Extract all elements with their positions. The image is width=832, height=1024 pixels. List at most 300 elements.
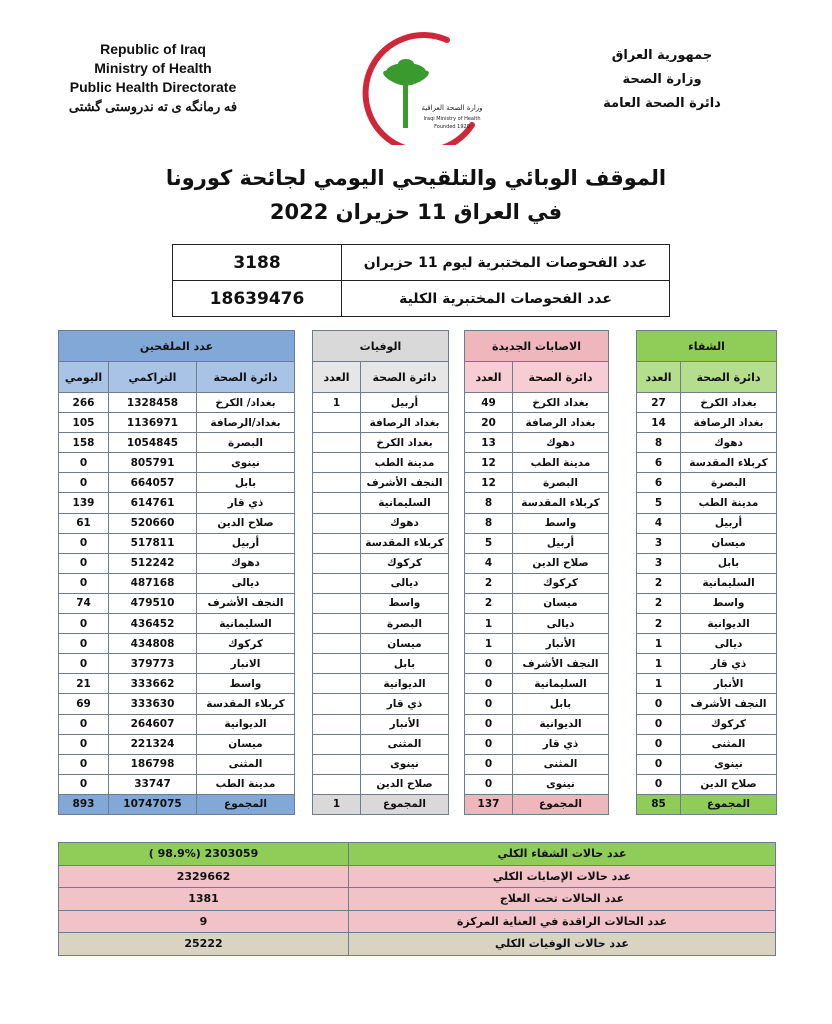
summary-value: 1381: [59, 888, 349, 911]
count-cell: [313, 473, 361, 493]
total-label: المجموع: [197, 794, 295, 814]
district-name: المثنى: [681, 734, 777, 754]
total-value: 137: [465, 794, 513, 814]
table-row: [465, 674, 609, 694]
daily-cell: 0: [59, 734, 109, 754]
logo-caption: وزارة الصحة العراقية: [421, 104, 482, 112]
count-cell: [313, 453, 361, 473]
summary-label: عدد الحالات تحت العلاج: [349, 888, 776, 911]
table-row: [465, 473, 609, 493]
header-row: [59, 362, 295, 393]
table-row: [59, 734, 295, 754]
table-row: [313, 774, 449, 794]
cumulative-cell: 434808: [109, 634, 197, 654]
table-row: [59, 865, 776, 888]
count-cell: [313, 734, 361, 754]
count-cell: 12: [465, 453, 513, 473]
count-cell: 8: [637, 433, 681, 453]
section-title: الوفيات: [313, 331, 449, 362]
district-name: بغداد الرصافة: [513, 413, 609, 433]
count-cell: [313, 433, 361, 453]
table-row: [59, 393, 295, 413]
table-row: [465, 794, 609, 814]
table-row: [465, 614, 609, 634]
count-cell: 0: [637, 734, 681, 754]
table-row: [465, 714, 609, 734]
table-row: [313, 634, 449, 654]
table-row: [313, 714, 449, 734]
district-name: مدينة الطب: [513, 453, 609, 473]
district-name: واسط: [513, 513, 609, 533]
cases-table: [464, 330, 609, 815]
summary-value: 9: [59, 910, 349, 933]
table-row: [313, 493, 449, 513]
col-header-cumulative: التراكمي: [109, 362, 197, 393]
daily-cell: 158: [59, 433, 109, 453]
table-row: [59, 493, 295, 513]
cumulative-cell: 1328458: [109, 393, 197, 413]
table-row: [59, 888, 776, 911]
summary-table: [58, 842, 776, 956]
table-row: [465, 393, 609, 413]
count-cell: 0: [465, 714, 513, 734]
district-name: النجف الأشرف: [197, 593, 295, 613]
col-header-count: العدد: [637, 362, 681, 393]
district-name: أربيل: [197, 533, 295, 553]
district-name: واسط: [681, 593, 777, 613]
district-name: أربيل: [681, 513, 777, 533]
cumulative-cell: 487168: [109, 573, 197, 593]
district-name: السليمانية: [513, 674, 609, 694]
directorate-ku: فه رمانگه ى ته ندروستى گشتى: [68, 99, 238, 114]
daily-cell: 0: [59, 714, 109, 734]
table-row: [313, 754, 449, 774]
district-name: واسط: [361, 593, 449, 613]
count-cell: 2: [465, 593, 513, 613]
table-row: [59, 513, 295, 533]
table-row: [637, 553, 777, 573]
table-row: [313, 473, 449, 493]
table-row: [59, 694, 295, 714]
daily-cell: 0: [59, 553, 109, 573]
table-row: [637, 533, 777, 553]
country-en: Republic of Iraq: [100, 41, 206, 57]
district-name: كربلاء المقدسة: [197, 694, 295, 714]
district-name: كركوك: [361, 553, 449, 573]
cumulative-cell: 479510: [109, 593, 197, 613]
table-row: [465, 433, 609, 453]
daily-cell: 0: [59, 573, 109, 593]
table-row: [59, 473, 295, 493]
table-row: [59, 843, 776, 866]
district-name: كركوك: [681, 714, 777, 734]
summary-label: عدد حالات الوفيات الكلي: [349, 933, 776, 956]
daily-cell: 0: [59, 634, 109, 654]
daily-cell: 0: [59, 453, 109, 473]
table-row: [465, 593, 609, 613]
table-row: [59, 794, 295, 814]
district-name: المثنى: [361, 734, 449, 754]
table-row: [637, 513, 777, 533]
table-row: [59, 754, 295, 774]
table-row: [313, 734, 449, 754]
total-label: المجموع: [361, 794, 449, 814]
district-name: كربلاء المقدسة: [361, 533, 449, 553]
table-row: [313, 674, 449, 694]
count-cell: 6: [637, 453, 681, 473]
count-cell: 0: [637, 754, 681, 774]
cumulative-cell: 379773: [109, 654, 197, 674]
table-row: [59, 774, 295, 794]
district-name: صلاح الدين: [361, 774, 449, 794]
count-cell: 2: [637, 614, 681, 634]
table-row: [465, 754, 609, 774]
deaths-table: [312, 330, 449, 815]
table-row: [637, 674, 777, 694]
district-name: بابل: [681, 553, 777, 573]
count-cell: [313, 573, 361, 593]
daily-cell: 139: [59, 493, 109, 513]
table-row: [59, 933, 776, 956]
table-row: [465, 553, 609, 573]
cumulative-cell: 512242: [109, 553, 197, 573]
logo-year: Founded 1920: [434, 124, 470, 130]
cumulative-cell: 333662: [109, 674, 197, 694]
cumulative-cell: 1136971: [109, 413, 197, 433]
count-cell: 0: [465, 734, 513, 754]
section-title: عدد الملقحين: [59, 331, 295, 362]
header-row: [313, 362, 449, 393]
district-name: كربلاء المقدسة: [513, 493, 609, 513]
table-row: [313, 694, 449, 714]
table-row: [313, 593, 449, 613]
district-name: أربيل: [513, 533, 609, 553]
col-header-name: دائرة الصحة: [361, 362, 449, 393]
district-name: دهوك: [197, 553, 295, 573]
district-name: بابل: [513, 694, 609, 714]
district-name: الديوانية: [361, 674, 449, 694]
count-cell: 0: [465, 694, 513, 714]
table-row: [313, 614, 449, 634]
daily-cell: 21: [59, 674, 109, 694]
table-row: [313, 513, 449, 533]
district-name: السليمانية: [197, 614, 295, 634]
count-cell: 1: [465, 634, 513, 654]
table-row: [637, 493, 777, 513]
count-cell: 1: [313, 393, 361, 413]
col-header-name: دائرة الصحة: [513, 362, 609, 393]
table-row: [59, 413, 295, 433]
district-name: ديالى: [681, 634, 777, 654]
col-header-name: دائرة الصحة: [197, 362, 295, 393]
table-row: [637, 634, 777, 654]
table-row: [465, 533, 609, 553]
summary-label: عدد حالات الشفاء الكلي: [349, 843, 776, 866]
district-name: الديوانية: [197, 714, 295, 734]
count-cell: [313, 774, 361, 794]
header-arabic: [592, 44, 732, 116]
col-header-name: دائرة الصحة: [681, 362, 777, 393]
district-name: دهوك: [681, 433, 777, 453]
cumulative-cell: 436452: [109, 614, 197, 634]
cumulative-cell: 805791: [109, 453, 197, 473]
district-name: دهوك: [513, 433, 609, 453]
table-row: [313, 553, 449, 573]
count-cell: [313, 413, 361, 433]
count-cell: 4: [465, 553, 513, 573]
cumulative-cell: 221324: [109, 734, 197, 754]
total-value: 85: [637, 794, 681, 814]
district-name: البصرة: [681, 473, 777, 493]
daily-cell: 0: [59, 754, 109, 774]
table-row: [637, 573, 777, 593]
daily-cell: 74: [59, 593, 109, 613]
total-daily: 893: [59, 794, 109, 814]
count-cell: [313, 714, 361, 734]
count-cell: [313, 614, 361, 634]
daily-cell: 0: [59, 654, 109, 674]
total-value: 1: [313, 794, 361, 814]
daily-tests-value: 3188: [173, 245, 342, 281]
col-header-daily: اليومي: [59, 362, 109, 393]
total-cumulative: 10747075: [109, 794, 197, 814]
cumulative-cell: 614761: [109, 493, 197, 513]
summary-label: عدد الحالات الراقدة في العناية المركزة: [349, 910, 776, 933]
district-name: نينوى: [513, 774, 609, 794]
table-row: [59, 573, 295, 593]
district-name: نينوى: [197, 453, 295, 473]
header-row: [637, 331, 777, 362]
summary-value: ( 98.9%) 2303059: [59, 843, 349, 866]
count-cell: 0: [637, 714, 681, 734]
count-cell: 14: [637, 413, 681, 433]
ministry-ar: وزارة الصحة: [622, 72, 702, 87]
col-header-count: العدد: [465, 362, 513, 393]
count-cell: 0: [465, 754, 513, 774]
summary-value: 25222: [59, 933, 349, 956]
district-name: صلاح الدين: [681, 774, 777, 794]
tests-table: [172, 244, 670, 317]
district-name: كركوك: [513, 573, 609, 593]
table-row: [59, 614, 295, 634]
district-name: بغداد/الرصافة: [197, 413, 295, 433]
table-row: [465, 654, 609, 674]
district-name: واسط: [197, 674, 295, 694]
count-cell: [313, 493, 361, 513]
directorate-en: Public Health Directorate: [69, 79, 237, 95]
district-name: ديالى: [361, 573, 449, 593]
table-row: [637, 714, 777, 734]
total-label: المجموع: [681, 794, 777, 814]
table-row: [313, 654, 449, 674]
count-cell: 1: [465, 614, 513, 634]
table-row: [313, 413, 449, 433]
count-cell: 3: [637, 533, 681, 553]
col-header-count: العدد: [313, 362, 361, 393]
district-name: بغداد الرصافة: [681, 413, 777, 433]
district-name: بغداد الكرخ: [513, 393, 609, 413]
table-row: [637, 654, 777, 674]
table-row: [637, 794, 777, 814]
district-name: ذي قار: [361, 694, 449, 714]
header-row: [465, 362, 609, 393]
table-row: [59, 674, 295, 694]
table-row: [313, 453, 449, 473]
district-name: ذي قار: [681, 654, 777, 674]
count-cell: 0: [637, 774, 681, 794]
district-name: ديالى: [197, 573, 295, 593]
vaccinated-table: [58, 330, 295, 815]
district-name: أربيل: [361, 393, 449, 413]
cumulative-cell: 1054845: [109, 433, 197, 453]
district-name: نينوى: [681, 754, 777, 774]
table-row: [59, 553, 295, 573]
count-cell: 8: [465, 513, 513, 533]
district-name: السليمانية: [361, 493, 449, 513]
count-cell: 5: [637, 493, 681, 513]
table-row: [465, 453, 609, 473]
daily-cell: 0: [59, 533, 109, 553]
count-cell: 1: [637, 634, 681, 654]
district-name: الأنبار: [361, 714, 449, 734]
table-row: [59, 533, 295, 553]
count-cell: 0: [465, 774, 513, 794]
district-name: مدينة الطب: [681, 493, 777, 513]
recovery-table: [636, 330, 777, 815]
ministry-en: Ministry of Health: [94, 60, 212, 76]
table-row: [59, 593, 295, 613]
count-cell: [313, 694, 361, 714]
header-row: [313, 331, 449, 362]
district-name: ميسان: [361, 634, 449, 654]
count-cell: 3: [637, 553, 681, 573]
header-english: [58, 40, 248, 116]
table-row: [465, 493, 609, 513]
daily-cell: 0: [59, 473, 109, 493]
section-title: الشفاء: [637, 331, 777, 362]
district-name: بابل: [197, 473, 295, 493]
district-name: نينوى: [361, 754, 449, 774]
table-row: [637, 614, 777, 634]
table-row: [465, 573, 609, 593]
count-cell: 12: [465, 473, 513, 493]
table-row: [637, 413, 777, 433]
cumulative-cell: 186798: [109, 754, 197, 774]
district-name: بغداد الكرخ: [681, 393, 777, 413]
count-cell: 2: [637, 573, 681, 593]
district-name: كركوك: [197, 634, 295, 654]
table-row: [637, 774, 777, 794]
count-cell: [313, 634, 361, 654]
table-row: [313, 794, 449, 814]
count-cell: 6: [637, 473, 681, 493]
cumulative-cell: 33747: [109, 774, 197, 794]
page-subtitle: في العراق 11 حزيران 2022: [269, 200, 563, 224]
count-cell: 2: [465, 573, 513, 593]
table-row: [313, 573, 449, 593]
table-row: [637, 393, 777, 413]
district-name: المثنى: [197, 754, 295, 774]
table-row: [465, 774, 609, 794]
count-cell: [313, 593, 361, 613]
header-row: [465, 331, 609, 362]
daily-cell: 105: [59, 413, 109, 433]
table-row: [59, 433, 295, 453]
daily-cell: 0: [59, 614, 109, 634]
header-row: [59, 331, 295, 362]
cumulative-cell: 664057: [109, 473, 197, 493]
count-cell: 8: [465, 493, 513, 513]
count-cell: 1: [637, 654, 681, 674]
count-cell: [313, 533, 361, 553]
table-row: [637, 453, 777, 473]
district-name: الديوانية: [681, 614, 777, 634]
table-row: [59, 910, 776, 933]
district-name: مدينة الطب: [197, 774, 295, 794]
total-tests-value: 18639476: [173, 281, 342, 317]
table-row: [637, 734, 777, 754]
table-row: [637, 473, 777, 493]
district-name: النجف الأشرف: [361, 473, 449, 493]
count-cell: 27: [637, 393, 681, 413]
district-name: ذي قار: [197, 493, 295, 513]
summary-label: عدد حالات الإصابات الكلي: [349, 865, 776, 888]
district-name: البصرة: [197, 433, 295, 453]
count-cell: 13: [465, 433, 513, 453]
district-name: بغداد الكرخ: [361, 433, 449, 453]
table-row: [465, 513, 609, 533]
cumulative-cell: 517811: [109, 533, 197, 553]
header-row: [637, 362, 777, 393]
count-cell: 49: [465, 393, 513, 413]
district-name: ميسان: [197, 734, 295, 754]
table-row: [637, 694, 777, 714]
table-row: [637, 754, 777, 774]
table-row: [637, 593, 777, 613]
logo-sub: Iraqi Ministry of Health: [423, 116, 481, 122]
total-label: المجموع: [513, 794, 609, 814]
table-row: [59, 634, 295, 654]
count-cell: [313, 674, 361, 694]
count-cell: 1: [637, 674, 681, 694]
cumulative-cell: 264607: [109, 714, 197, 734]
district-name: بابل: [361, 654, 449, 674]
cumulative-cell: 333630: [109, 694, 197, 714]
summary-value: 2329662: [59, 865, 349, 888]
district-name: المثنى: [513, 754, 609, 774]
district-name: ميسان: [681, 533, 777, 553]
daily-cell: 266: [59, 393, 109, 413]
count-cell: 2: [637, 593, 681, 613]
district-name: البصرة: [513, 473, 609, 493]
table-row: [59, 654, 295, 674]
count-cell: 20: [465, 413, 513, 433]
count-cell: 0: [465, 654, 513, 674]
table-row: [637, 433, 777, 453]
daily-cell: 0: [59, 774, 109, 794]
district-name: الأنبار: [513, 634, 609, 654]
district-name: السليمانية: [681, 573, 777, 593]
section-title: الاصابات الجديدة: [465, 331, 609, 362]
district-name: بغداد الرصافة: [361, 413, 449, 433]
table-row: [465, 634, 609, 654]
district-name: الديوانية: [513, 714, 609, 734]
count-cell: [313, 754, 361, 774]
count-cell: 5: [465, 533, 513, 553]
district-name: الأنبار: [681, 674, 777, 694]
table-row: [313, 433, 449, 453]
daily-cell: 69: [59, 694, 109, 714]
